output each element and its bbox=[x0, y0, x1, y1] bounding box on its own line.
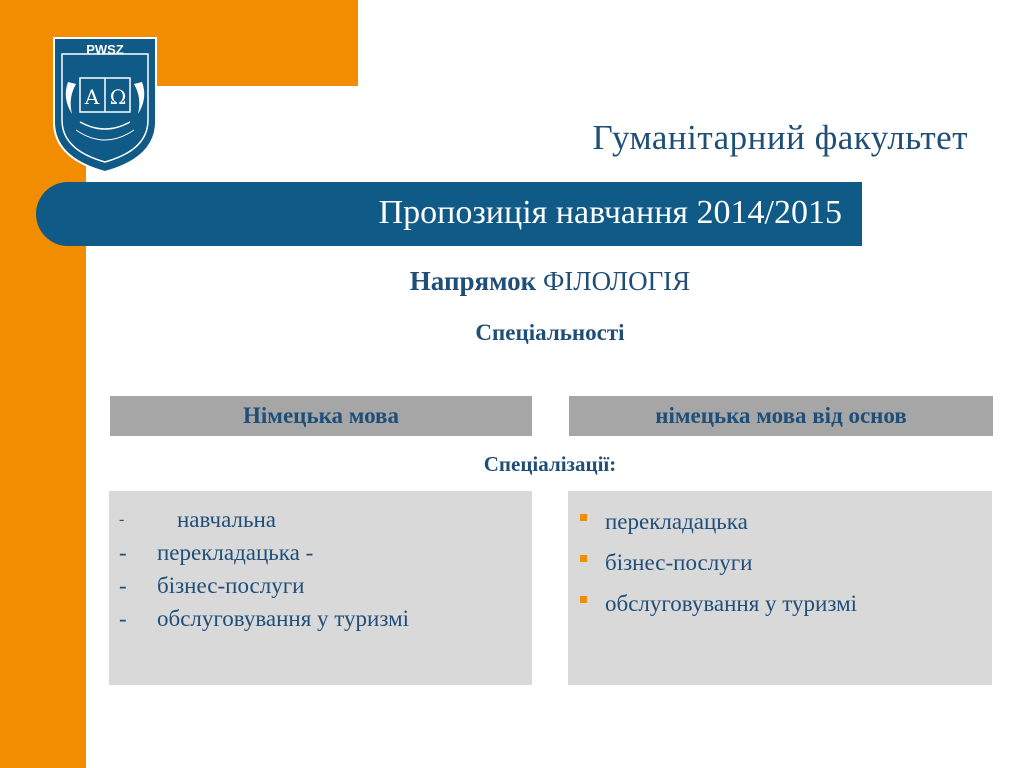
omega-symbol: Ω bbox=[109, 85, 127, 109]
specialty-box-german-basics bbox=[569, 396, 993, 436]
dash-marker: - bbox=[119, 540, 127, 565]
list-item-text: перекладацька - bbox=[157, 540, 314, 565]
right-specializations-list bbox=[568, 491, 992, 624]
direction-label: Напрямок bbox=[409, 266, 537, 296]
list-item-text: обслуговування у туризмі bbox=[605, 591, 858, 616]
list-item bbox=[119, 536, 532, 569]
title-banner bbox=[36, 182, 862, 246]
dash-marker: - bbox=[119, 573, 127, 598]
banner-title: Пропозиція навчання 2014/2015 bbox=[378, 194, 842, 231]
list-item-text: навчальна bbox=[177, 507, 276, 532]
list-item-text: перекладацька bbox=[605, 509, 748, 534]
faculty-title: Гуманітарний факультет bbox=[592, 118, 968, 157]
list-item bbox=[119, 569, 532, 602]
logo-top-text: PWSZ bbox=[86, 42, 124, 57]
square-bullet-icon bbox=[580, 514, 587, 521]
pwsz-logo bbox=[52, 36, 158, 174]
left-specializations-panel bbox=[109, 491, 532, 685]
direction-value: ФІЛОЛОГІЯ bbox=[542, 266, 691, 296]
list-item-text: бізнес-послуги bbox=[605, 550, 753, 575]
specialty-label: Німецька мова bbox=[243, 403, 399, 428]
list-item bbox=[580, 542, 992, 583]
square-bullet-icon bbox=[580, 596, 587, 603]
left-specializations-list bbox=[109, 491, 532, 635]
specialty-box-german bbox=[110, 396, 532, 436]
alpha-symbol: A bbox=[84, 85, 100, 109]
dash-marker: - bbox=[119, 606, 127, 631]
list-item-text: бізнес-послуги bbox=[157, 573, 305, 598]
right-specializations-panel bbox=[568, 491, 992, 685]
list-item bbox=[580, 583, 992, 624]
list-item bbox=[119, 503, 532, 536]
dash-marker: - bbox=[119, 511, 125, 528]
specialty-label: німецька мова від основ bbox=[655, 403, 907, 428]
list-item-text: обслуговування у туризмі bbox=[157, 606, 410, 631]
direction-line bbox=[0, 266, 1024, 297]
specialties-heading: Спеціальності bbox=[475, 320, 625, 345]
list-item bbox=[119, 602, 532, 635]
square-bullet-icon bbox=[580, 555, 587, 562]
list-item bbox=[580, 501, 992, 542]
specializations-heading: Спеціалізації: bbox=[483, 452, 617, 476]
